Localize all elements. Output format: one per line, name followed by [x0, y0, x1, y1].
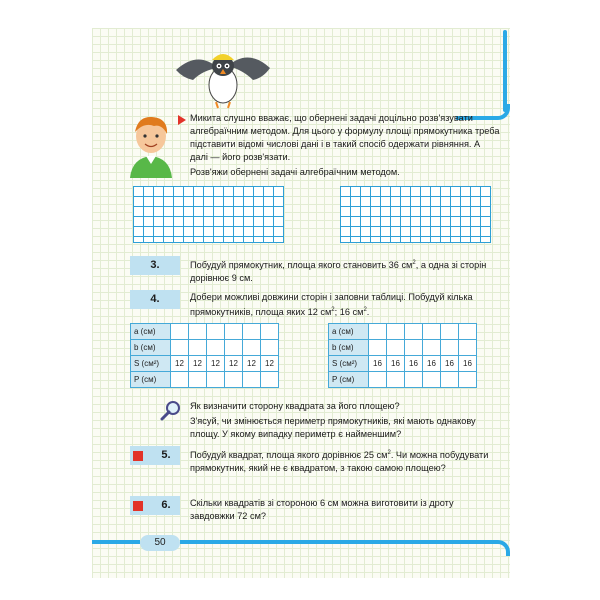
bird-illustration — [168, 40, 278, 110]
task-5-text — [190, 447, 500, 475]
table-cell[interactable] — [405, 324, 423, 340]
task-4-text-end: . — [366, 307, 370, 318]
table-cell[interactable] — [261, 324, 279, 340]
table-cell[interactable] — [243, 324, 261, 340]
table-cell: 12 — [171, 356, 189, 372]
table-cell[interactable] — [243, 372, 261, 388]
table-cell[interactable] — [369, 372, 387, 388]
page-number: 50 — [140, 535, 180, 551]
row-label: S (см²) — [131, 356, 171, 372]
table-cell[interactable] — [441, 324, 459, 340]
red-square-marker — [133, 501, 143, 511]
table-cell[interactable] — [207, 324, 225, 340]
question-perimeter: З'ясуй, чи змінюється периметр прямокутників, які мають однакову площу. У якому випадку периметр є найменшим? — [190, 416, 476, 439]
table-cell: 16 — [387, 356, 405, 372]
drawing-grid-right — [340, 186, 491, 243]
instruction-text: Розв'яжи обернені задачі алгебраїчним методом. — [190, 167, 400, 177]
question-square-side: Як визначити сторону квадрата за його площею? — [190, 401, 400, 411]
table-row — [329, 324, 477, 340]
task-3-text — [190, 257, 500, 285]
magnifier-icon — [160, 400, 182, 422]
table-cell[interactable] — [459, 340, 477, 356]
row-label: S (см²) — [329, 356, 369, 372]
table-cell[interactable] — [171, 372, 189, 388]
table-cell[interactable] — [423, 372, 441, 388]
page-frame-bottom — [180, 540, 510, 556]
table-cell[interactable] — [423, 324, 441, 340]
table-cell[interactable] — [225, 372, 243, 388]
table-cell[interactable] — [369, 340, 387, 356]
task-number-4 — [130, 290, 180, 309]
table-cell[interactable] — [459, 372, 477, 388]
table-cell[interactable] — [441, 340, 459, 356]
row-label: a (см) — [131, 324, 171, 340]
table-row — [329, 356, 477, 372]
table-area-16 — [328, 323, 477, 388]
table-cell: 12 — [261, 356, 279, 372]
task-4-text — [190, 291, 500, 319]
table-cell[interactable] — [441, 372, 459, 388]
page-frame-line — [503, 30, 507, 112]
task-6-text: Скільки квадратів зі стороною 6 см можна виготовити із дроту завдовжки 72 см? — [190, 498, 454, 521]
table-cell[interactable] — [207, 340, 225, 356]
table-cell[interactable] — [405, 340, 423, 356]
table-row — [329, 372, 477, 388]
superscript: 2 — [412, 260, 416, 266]
table-cell: 12 — [225, 356, 243, 372]
row-label: b (см) — [131, 340, 171, 356]
superscript: 2 — [363, 307, 367, 313]
table-cell[interactable] — [459, 324, 477, 340]
table-cell[interactable] — [189, 324, 207, 340]
table-area-12 — [130, 323, 279, 388]
task-5-text-end: . Чи можна побудувати прямокутник, який не є квадратом, з такою самою площею? — [190, 450, 489, 474]
table-cell[interactable] — [405, 372, 423, 388]
row-label: a (см) — [329, 324, 369, 340]
table-row — [329, 340, 477, 356]
red-square-marker — [133, 451, 143, 461]
table-cell[interactable] — [189, 340, 207, 356]
table-cell[interactable] — [387, 372, 405, 388]
table-cell: 12 — [189, 356, 207, 372]
task-3-text-part: Побудуй прямокутник, площа якого становить 36 см — [190, 260, 413, 271]
table-cell[interactable] — [207, 372, 225, 388]
red-arrow-marker — [178, 115, 186, 125]
task-number-label: 6. — [161, 499, 171, 511]
table-cell: 16 — [405, 356, 423, 372]
superscript: 2 — [331, 307, 335, 313]
table-cell[interactable] — [225, 340, 243, 356]
table-cell[interactable] — [387, 324, 405, 340]
table-cell[interactable] — [261, 372, 279, 388]
table-cell: 12 — [243, 356, 261, 372]
table-cell[interactable] — [171, 340, 189, 356]
table-cell[interactable] — [225, 324, 243, 340]
row-label: P (см) — [131, 372, 171, 388]
task-3-text-end: , а одна зі сторін дорівнює 9 см. — [190, 260, 487, 284]
table-row — [131, 324, 279, 340]
task-5-text-part: Побудуй квадрат, площа якого дорівнює 25 см — [190, 450, 388, 461]
task-number-label: 3. — [150, 259, 160, 271]
page-frame-bottom-left — [92, 540, 140, 544]
task-number-label: 5. — [161, 449, 171, 461]
table-cell[interactable] — [189, 372, 207, 388]
table-row — [131, 340, 279, 356]
intro-paragraph: Микита слушно вважає, що обернені задачі доцільно розв'язувати алгебраїчним методом. Для цього у формулу площі прямокутника треба підставити відомі числові дані і в такий спосіб одержати рівняння. А далі — його розв'язати. — [190, 113, 500, 162]
table-row — [131, 372, 279, 388]
table-cell[interactable] — [369, 324, 387, 340]
row-label: b (см) — [329, 340, 369, 356]
table-cell[interactable] — [243, 340, 261, 356]
boy-illustration — [126, 114, 176, 178]
superscript: 2 — [387, 450, 391, 456]
table-cell: 16 — [459, 356, 477, 372]
table-cell[interactable] — [387, 340, 405, 356]
task-4-text-part: Добери можливі довжини сторін і заповни таблиці. Побудуй кілька прямокутників, площа яких 12 см — [190, 292, 473, 318]
table-cell[interactable] — [261, 340, 279, 356]
table-cell: 16 — [441, 356, 459, 372]
table-cell[interactable] — [171, 324, 189, 340]
table-cell: 16 — [423, 356, 441, 372]
table-row — [131, 356, 279, 372]
table-cell[interactable] — [423, 340, 441, 356]
task-number-3 — [130, 256, 180, 275]
row-label: P (см) — [329, 372, 369, 388]
questions-block — [190, 400, 500, 441]
task-number-label: 4. — [150, 293, 160, 305]
table-cell: 12 — [207, 356, 225, 372]
drawing-grid-left — [133, 186, 284, 243]
table-cell: 16 — [369, 356, 387, 372]
task-4-text-mid: ; 16 см — [334, 307, 364, 318]
